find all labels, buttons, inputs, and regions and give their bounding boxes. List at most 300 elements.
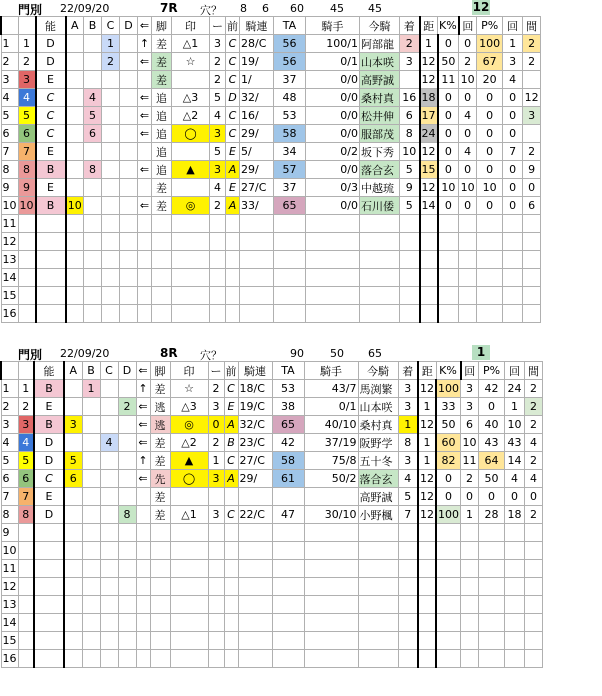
ability-rank: D [34,434,64,452]
prediction-mark: △3 [170,398,208,416]
ability-rank: C [34,470,64,488]
table-row[interactable] [1,179,541,197]
empty-row [1,650,543,668]
interval: 2 [525,506,543,524]
column-header: P% [477,17,503,35]
cell [172,269,210,287]
rank-b [82,434,100,452]
cell [152,251,172,269]
cell [100,632,118,650]
table-row[interactable] [1,125,541,143]
arrow-indicator: ↑ [138,35,152,53]
rank-b [84,179,102,197]
rank-c [102,197,120,215]
jockey-stat: 0/3 [306,179,360,197]
prediction-mark: ▲ [172,161,210,179]
arrow-indicator: ⇐ [138,125,152,143]
table-row[interactable] [1,506,543,524]
column-header: 前 [224,362,238,380]
cell [226,269,240,287]
ta-score: 38 [272,398,304,416]
cell [120,305,138,323]
cell [503,251,523,269]
ta-score: 34 [274,143,306,161]
cell [172,305,210,323]
cell [238,632,272,650]
column-header: 能 [36,17,66,35]
k-count: 0 [459,35,477,53]
mark-count: 4 [210,107,226,125]
running-style: 先 [150,470,170,488]
cell [523,251,541,269]
running-style: 追 [152,161,172,179]
distance: 12 [418,506,436,524]
rank-d [120,107,138,125]
cell [82,524,100,542]
ability-rank [34,578,64,596]
cell [210,269,226,287]
current-jockey: 阿部龍 [360,35,400,53]
interval: 2 [523,143,541,161]
column-header: 脚 [152,17,172,35]
mark-count: 3 [208,506,224,524]
distance [420,233,438,251]
ability-rank: D [36,53,66,71]
p-count: 7 [503,143,523,161]
cell [523,269,541,287]
rank-c [100,506,118,524]
k-percent: 100 [436,506,461,524]
cell [398,632,418,650]
cell [118,614,136,632]
cell [477,215,503,233]
ta-score: 37 [274,71,306,89]
cell [64,614,82,632]
cell [358,632,398,650]
cell [459,305,477,323]
column-header: 着 [398,362,418,380]
cell [505,614,525,632]
horse-number: 3 [18,416,34,434]
table-row[interactable] [1,398,543,416]
cell [400,233,420,251]
cell [102,215,120,233]
mark-count: 0 [208,416,224,434]
empty-row [1,560,543,578]
column-header: ー [210,17,226,35]
horse-number [18,560,34,578]
row-index: 16 [1,305,18,323]
cell [304,524,358,542]
previous-position: A [226,197,240,215]
cell [360,269,400,287]
horse-number: 7 [18,143,36,161]
current-jockey: 山本咲 [360,53,400,71]
cell [360,233,400,251]
table-row[interactable] [1,143,541,161]
interval: 2 [525,398,543,416]
p-percent: 43 [479,434,505,452]
jockey-combo: 19/C [238,398,272,416]
cell [505,560,525,578]
distance [418,614,436,632]
table-row[interactable] [1,470,543,488]
ta-threshold: 65 [368,347,382,360]
ta-score: 58 [272,452,304,470]
k-count: 3 [461,398,479,416]
k-percent: 0 [438,35,459,53]
cell [525,542,543,560]
mark-count: 3 [208,398,224,416]
p-percent: 0 [477,197,503,215]
distance: 12 [420,71,438,89]
ana-label: 穴？ [200,4,222,17]
rank-b: 1 [82,380,100,398]
column-header: P% [479,362,505,380]
rank-d [120,143,138,161]
mark-count: 2 [210,197,226,215]
empty-row [1,269,541,287]
cell [82,650,100,668]
row-index: 3 [1,71,18,89]
column-header: 回 [505,362,525,380]
horse-number [18,542,34,560]
cell [505,596,525,614]
row-index: 7 [1,488,18,506]
rank-a [64,380,82,398]
p-percent: 67 [477,53,503,71]
ability-rank: B [36,161,66,179]
ta-score [272,488,304,506]
cell [479,614,505,632]
jockey-stat: 0/2 [306,143,360,161]
horse-number [18,287,36,305]
column-header: 回 [461,362,479,380]
arrow-indicator: ⇐ [138,197,152,215]
distance: 14 [420,197,438,215]
cell [274,305,306,323]
cell [503,305,523,323]
ability-rank [34,596,64,614]
prediction-mark: ▲ [170,452,208,470]
table-row[interactable] [1,197,541,215]
cell [172,215,210,233]
cell [479,596,505,614]
column-header: B [84,17,102,35]
cell [461,524,479,542]
p-count: 1 [503,35,523,53]
row-index: 13 [1,251,18,269]
distance [418,650,436,668]
p-count: 1 [505,398,525,416]
interval: 9 [523,161,541,179]
distance: 17 [420,107,438,125]
cell [525,650,543,668]
cell [436,614,461,632]
row-index: 5 [1,452,18,470]
cell [272,596,304,614]
rank-d [120,125,138,143]
mark-count: 3 [210,35,226,53]
column-header: 今騎 [360,17,400,35]
cell [525,578,543,596]
ta-threshold: 45 [330,2,344,15]
rank-c [102,89,120,107]
race-header [0,345,602,361]
horse-number: 2 [18,398,34,416]
cell [358,596,398,614]
cell [272,560,304,578]
cell [172,287,210,305]
horse-number: 4 [18,434,34,452]
cell [64,632,82,650]
current-jockey: 落合玄 [358,470,398,488]
ta-score: 53 [272,380,304,398]
rank-a [64,434,82,452]
column-header: C [100,362,118,380]
cell [64,596,82,614]
cell [438,233,459,251]
ability-rank [34,542,64,560]
arrow-indicator: ↑ [136,452,150,470]
rank-a [66,35,84,53]
p-count: 4 [505,470,525,488]
table-row[interactable] [1,452,543,470]
rank-a [66,179,84,197]
jockey-stat: 0/0 [306,89,360,107]
empty-row [1,305,541,323]
interval: 4 [525,470,543,488]
cell [479,560,505,578]
table-row[interactable] [1,35,541,53]
rank-a [64,506,82,524]
horse-number [18,251,36,269]
cell [438,215,459,233]
cell [102,233,120,251]
rank-a: 10 [66,197,84,215]
cell [210,233,226,251]
distance: 18 [420,89,438,107]
arrow-indicator: ⇐ [138,161,152,179]
k-percent: 0 [438,197,459,215]
column-header: 印 [172,17,210,35]
previous-position: C [226,107,240,125]
table-row[interactable] [1,53,541,71]
mark-count: 1 [208,452,224,470]
row-index: 1 [1,380,18,398]
previous-position: B [224,434,238,452]
k-count: 0 [459,89,477,107]
cell [461,596,479,614]
finish-position: 6 [400,107,420,125]
cell [461,614,479,632]
cell [136,542,150,560]
cell [304,650,358,668]
k-percent: 0 [438,161,459,179]
k-percent: 0 [438,107,459,125]
column-header: 騎連 [238,362,272,380]
header-blank [1,17,18,35]
previous-position [224,488,238,506]
cell [304,578,358,596]
header-row [1,362,543,380]
table-row[interactable] [1,434,543,452]
rank-c [100,398,118,416]
column-header: 能 [34,362,64,380]
p-percent: 100 [477,35,503,53]
cell [100,524,118,542]
table-row[interactable] [1,71,541,89]
cell [224,614,238,632]
cell [100,542,118,560]
ta-score: 56 [274,35,306,53]
current-jockey: 馬渕繁 [358,380,398,398]
running-style: 差 [150,506,170,524]
previous-position: A [226,161,240,179]
ana-label: 穴？ [200,349,222,362]
table-row[interactable] [1,161,541,179]
entry-table [0,361,543,668]
prediction-mark: △2 [172,107,210,125]
cell [358,560,398,578]
cell [523,287,541,305]
cell [436,632,461,650]
empty-row [1,524,543,542]
distance: 12 [418,416,436,434]
running-style: 差 [152,35,172,53]
distance [418,524,436,542]
row-index: 8 [1,506,18,524]
cell [477,305,503,323]
jockey-stat: 37/19 [304,434,358,452]
rank-b [84,35,102,53]
table-row[interactable] [1,488,543,506]
cell [436,542,461,560]
finish-position: 5 [400,197,420,215]
mark-count: 2 [210,71,226,89]
running-style: 差 [152,179,172,197]
mark-count: 2 [208,380,224,398]
prediction-mark: ◎ [172,197,210,215]
previous-position: C [226,71,240,89]
horse-number: 8 [18,161,36,179]
distance [420,251,438,269]
k-percent: 50 [438,53,459,71]
header-blank [18,362,34,380]
table-row[interactable] [1,380,543,398]
finish-position: 5 [400,161,420,179]
table-row[interactable] [1,416,543,434]
rank-a [66,125,84,143]
rank-a [64,398,82,416]
cell [172,233,210,251]
cell [525,614,543,632]
cell [274,233,306,251]
column-header: A [66,17,84,35]
row-index: 8 [1,161,18,179]
cell [272,632,304,650]
cell [150,560,170,578]
previous-position: E [226,179,240,197]
k-count: 10 [461,434,479,452]
interval [523,71,541,89]
horse-number: 10 [18,197,36,215]
cell [306,215,360,233]
current-jockey: 阪野学 [358,434,398,452]
race-number: 7R [160,1,178,15]
cell [459,233,477,251]
jockey-stat [304,488,358,506]
jockey-combo: 16/ [240,107,274,125]
prediction-mark: ☆ [172,53,210,71]
cell [210,251,226,269]
running-style: 差 [152,71,172,89]
horse-number: 2 [18,53,36,71]
p-percent: 0 [479,488,505,506]
p-count: 0 [503,179,523,197]
column-header: 騎手 [306,17,360,35]
column-header: K% [436,362,461,380]
rank-b [82,470,100,488]
distance: 12 [420,143,438,161]
empty-row [1,251,541,269]
table-row[interactable] [1,107,541,125]
cell [360,305,400,323]
cell [208,542,224,560]
interval: 2 [523,53,541,71]
horse-number: 5 [18,452,34,470]
p-count: 0 [505,488,525,506]
cell [152,215,172,233]
cell [400,305,420,323]
p-count: 24 [505,380,525,398]
cell [66,233,84,251]
cell [477,233,503,251]
k-count: 6 [461,416,479,434]
table-row[interactable] [1,89,541,107]
cell [459,251,477,269]
finish-position: 9 [400,179,420,197]
cell [138,287,152,305]
cell [436,650,461,668]
previous-position: C [224,380,238,398]
venue-label: 門別 [18,348,43,362]
cell [503,287,523,305]
cell [152,233,172,251]
ta-threshold: 60 [290,2,304,15]
finish-position: 3 [398,452,418,470]
cell [238,578,272,596]
rank-c [102,107,120,125]
cell [400,215,420,233]
jockey-combo: 32/ [240,89,274,107]
finish-position: 1 [398,416,418,434]
p-percent: 42 [479,380,505,398]
ana-number: 8 [240,2,247,15]
column-header: ー [208,362,224,380]
column-header: 着 [400,17,420,35]
cell [240,287,274,305]
k-count: 0 [459,197,477,215]
ta-score: 65 [272,416,304,434]
running-style: 差 [152,197,172,215]
interval: 3 [523,107,541,125]
cell [136,596,150,614]
rank-c [100,380,118,398]
empty-row [1,596,543,614]
horse-number: 8 [18,506,34,524]
cell [360,287,400,305]
